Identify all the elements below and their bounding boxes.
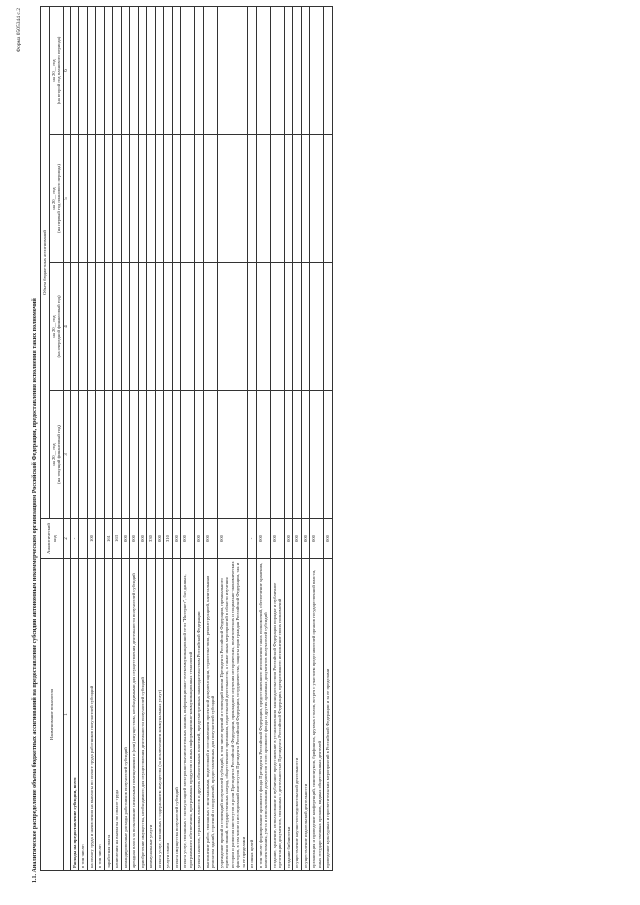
row-value-cell: [217, 6, 248, 134]
row-value-cell: [248, 135, 257, 263]
row-value-cell: [87, 135, 96, 263]
row-value-cell: [310, 263, 324, 391]
row-value-cell: [147, 263, 156, 391]
table-row: [203, 6, 217, 870]
row-value-cell: [113, 6, 122, 134]
row-value-cell: [70, 135, 79, 263]
table-row: [147, 6, 156, 870]
row-value-cell: [181, 391, 195, 519]
row-value-cell: [147, 6, 156, 134]
row-value-cell: [155, 263, 164, 391]
row-code: 000: [130, 519, 139, 559]
row-value-cell: [164, 135, 173, 263]
table-row: [181, 6, 195, 870]
row-value-cell: [217, 263, 248, 391]
row-code: -: [248, 519, 257, 559]
row-code: 000: [172, 519, 181, 559]
row-name: из иных целей: [248, 559, 257, 871]
table-row: [79, 6, 88, 870]
row-value-cell: [181, 135, 195, 263]
row-code: 000: [155, 519, 164, 559]
row-value-cell: [121, 135, 130, 263]
table-row: [164, 6, 173, 870]
row-value-cell: [147, 135, 156, 263]
row-value-cell: [256, 135, 270, 263]
row-code: 161: [104, 519, 113, 559]
row-value-cell: [217, 135, 248, 263]
col-num-5: 5: [63, 135, 70, 263]
table-body: [70, 6, 332, 870]
row-value-cell: [155, 135, 164, 263]
row-value-cell: [284, 263, 293, 391]
row-value-cell: [301, 263, 310, 391]
row-value-cell: [164, 391, 173, 519]
row-value-cell: [104, 263, 113, 391]
row-value-cell: [270, 391, 284, 519]
document-title: 1.1. Аналитическое распределение объема бюджетных ассигнований на предоставление субсидии автономным некоммерческим организациям Российской Федерации, предоставления исполнения таких полномочий: [32, 298, 38, 883]
row-value-cell: [172, 6, 181, 134]
row-name: заработная плата: [104, 559, 113, 871]
row-value-cell: [87, 391, 96, 519]
table-row: [87, 6, 96, 870]
row-value-cell: [138, 6, 147, 134]
row-value-cell: [130, 391, 139, 519]
table-row: [270, 6, 284, 870]
row-value-cell: [181, 263, 195, 391]
row-value-cell: [195, 135, 204, 263]
table-row: [324, 6, 333, 870]
row-value-cell: [203, 263, 217, 391]
row-name: услуги связи: [164, 559, 173, 871]
row-value-cell: [310, 391, 324, 519]
row-code: 310: [164, 519, 173, 559]
row-value-cell: [104, 6, 113, 134]
row-value-cell: [147, 391, 156, 519]
row-value-cell: [203, 391, 217, 519]
row-value-cell: [284, 135, 293, 263]
table-row: [104, 6, 113, 870]
header-row-1: [41, 6, 50, 870]
row-value-cell: [270, 135, 284, 263]
row-value-cell: [164, 6, 173, 134]
row-name: оплата имущества получателей субсидий: [172, 559, 181, 871]
row-value-cell: [181, 6, 195, 134]
row-value-cell: [324, 135, 333, 263]
header-name: Наименование показателя: [41, 559, 64, 871]
row-value-cell: [138, 135, 147, 263]
table-row: [138, 6, 147, 870]
row-name: учреждение премий и стипендий получателей субсидий, в том числе премий и стипендий имени Президента Российской Федерации, премиального присвоения званий, государственных наград, общественного признания, издательской деятельности, а также иных мероприятий в области изучения истории и развития институтов и роли Президента Российской Федерации, прикладного изучения исторических, политических и социально-экономических факторов, в том числе и исследований институтов Президента Российской Федерации, сотрудничества, защиты прав граждан Российской Федерации, так и за ее пределами: [217, 559, 248, 871]
row-value-cell: [324, 6, 333, 134]
header-group: Объем бюджетных ассигнований: [41, 6, 50, 518]
row-code: 000: [324, 519, 333, 559]
row-name: командировочные расходы работников получателей субсидий: [121, 559, 130, 871]
row-name: начисления на выплаты по оплате труда: [113, 559, 122, 871]
row-name: в том числе:: [79, 559, 88, 871]
row-code: 000: [181, 519, 195, 559]
row-name: осуществление издательской деятельности: [301, 559, 310, 871]
row-value-cell: [138, 263, 147, 391]
row-value-cell: [121, 263, 130, 391]
row-value-cell: [70, 391, 79, 519]
row-value-cell: [96, 135, 105, 263]
row-value-cell: [195, 6, 204, 134]
row-value-cell: [138, 391, 147, 519]
row-value-cell: [121, 391, 130, 519]
row-value-cell: [324, 391, 333, 519]
row-code: [96, 519, 105, 559]
row-code: 000: [203, 519, 217, 559]
row-value-cell: [203, 135, 217, 263]
row-value-cell: [155, 6, 164, 134]
row-value-cell: [70, 6, 79, 134]
row-name: в том числе:: [96, 559, 105, 871]
row-value-cell: [293, 263, 302, 391]
col-num-2: 2: [63, 519, 70, 559]
table-row: [293, 6, 302, 870]
row-value-cell: [172, 135, 181, 263]
table-row: [248, 6, 257, 870]
allocation-table: [40, 6, 333, 871]
row-value-cell: [172, 263, 181, 391]
row-name: коммунальные услуги: [147, 559, 156, 871]
header-code: Аналитический код: [41, 519, 64, 559]
row-code: 000: [270, 519, 284, 559]
table-row: [130, 6, 139, 870]
row-code: 000: [284, 519, 293, 559]
row-value-cell: [96, 263, 105, 391]
row-value-cell: [195, 263, 204, 391]
row-value-cell: [256, 6, 270, 134]
col-num-3: 3: [63, 391, 70, 519]
row-value-cell: [310, 6, 324, 134]
table-row: [113, 6, 122, 870]
row-value-cell: [79, 6, 88, 134]
row-value-cell: [248, 6, 257, 134]
row-value-cell: [87, 263, 96, 391]
row-code: 163: [113, 519, 122, 559]
row-value-cell: [155, 391, 164, 519]
row-value-cell: [301, 391, 310, 519]
row-value-cell: [96, 6, 105, 134]
table-row: [217, 6, 248, 870]
table-row: [70, 6, 79, 870]
row-code: -: [70, 519, 79, 559]
row-code: [79, 519, 88, 559]
row-value-cell: [70, 263, 79, 391]
table-row: [301, 6, 310, 870]
table-row: [96, 6, 105, 870]
row-value-cell: [256, 391, 270, 519]
row-value-cell: [284, 391, 293, 519]
table-row: [256, 6, 270, 870]
row-value-cell: [270, 6, 284, 134]
form-number: Форма 0505344 с.2: [16, 8, 22, 53]
header-year-3: на 20__ год (на второй год планового периода): [49, 6, 63, 134]
row-code: 000: [301, 519, 310, 559]
row-value-cell: [96, 391, 105, 519]
row-name: оплата услуг, связанных с эксплуатацией электронно-вычислительных машин, информационно-телекоммуникационной сети "Интернет", баз данных, программного обеспечения, программных продуктов и иных информационно-коммуникационных технологий: [181, 559, 195, 871]
row-value-cell: [113, 263, 122, 391]
row-name: создание, хранение, использование и публичное представление в установленном законодательством Российской Федерации порядке и публичное презентации документов, связанных с деятельностью Президента Российской Федерации, прекратившего исполнение своих полномочий: [270, 559, 284, 871]
row-code: 330: [147, 519, 156, 559]
row-code: 000: [121, 519, 130, 559]
row-value-cell: [79, 391, 88, 519]
row-value-cell: [113, 135, 122, 263]
header-year-2: на 20__ год (на первый год планового периода): [49, 135, 63, 263]
row-value-cell: [104, 135, 113, 263]
row-name: создание библиотеки: [284, 559, 293, 871]
row-code: 000: [310, 519, 324, 559]
row-value-cell: [293, 391, 302, 519]
header-year-1: на 20__ год (на очередной финансовый год): [49, 263, 63, 391]
col-num-4: 4: [63, 263, 70, 391]
row-value-cell: [130, 263, 139, 391]
row-value-cell: [195, 391, 204, 519]
row-value-cell: [301, 135, 310, 263]
row-value-cell: [284, 6, 293, 134]
row-value-cell: [217, 391, 248, 519]
row-code: 000: [195, 519, 204, 559]
row-value-cell: [113, 391, 122, 519]
row-name: организация и проведение конференций, симпозиумов, брифингов, круглых столов, встреч с участием представителей органов государственной власти, иных государственных органов, видных общественных деятелей: [310, 559, 324, 871]
row-value-cell: [256, 263, 270, 391]
row-value-cell: [79, 135, 88, 263]
row-name: на оплату труда и начисления на выплаты по оплате труда работников получателей субсидий: [87, 559, 96, 871]
row-name: проведение культурных и просветительских мероприятий в Российской Федерации и за ее пределами: [324, 559, 333, 871]
row-name: выполнение работ, связанных с монтажными, подготовкой и составлением проектной документации, строительством, реконструкцией, капитальным ремонтом зданий, строений и сооружений, предоставленных для получателей субсидий: [203, 559, 217, 871]
row-value-cell: [203, 6, 217, 134]
row-value-cell: [248, 263, 257, 391]
row-value-cell: [87, 6, 96, 134]
row-name: уплата налогов, страховых взносов и других обязательных платежей, предусмотренных законодательством Российской Федерации: [195, 559, 204, 871]
row-value-cell: [310, 135, 324, 263]
row-code: 000: [293, 519, 302, 559]
col-num-6: 6: [63, 6, 70, 134]
row-value-cell: [301, 6, 310, 134]
row-name: Расходы на предоставление субсидии, всего: [70, 559, 79, 871]
row-value-cell: [293, 6, 302, 134]
header-year-0: на 20__ год (на текущий финансовый год): [49, 391, 63, 519]
row-code: 000: [138, 519, 147, 559]
row-value-cell: [270, 263, 284, 391]
row-name: приобретение имущества, необходимого для осуществления деятельности получателей субсидий: [138, 559, 147, 871]
row-value-cell: [164, 263, 173, 391]
table-row: [155, 6, 164, 870]
row-value-cell: [79, 263, 88, 391]
table-row: [121, 6, 130, 870]
row-name: арендная плата за пользование нежилыми помещениями и (или) имуществом, необходимыми для осуществления деятельности получателей субсидий: [130, 559, 139, 871]
table-row: [195, 6, 204, 870]
row-code: 100: [87, 519, 96, 559]
column-number-row: [63, 6, 70, 870]
row-name: в том числе: формирование архивного фонда Президента Российской Федерации, предоставленного исполнения таких полномочий, обеспечение хранения, комплектования, учета и использования документов этого архивного фонда и других архивных документов получателей субсидий: [256, 559, 270, 871]
row-value-cell: [324, 263, 333, 391]
row-value-cell: [293, 135, 302, 263]
col-num-1: 1: [63, 559, 70, 871]
row-name: оплата услуг, связанных с содержанием имущества (за исключением коммунальных услуг): [155, 559, 164, 871]
row-code: 000: [217, 519, 248, 559]
row-value-cell: [104, 391, 113, 519]
row-value-cell: [248, 391, 257, 519]
row-value-cell: [130, 135, 139, 263]
row-value-cell: [172, 391, 181, 519]
table-row: [284, 6, 293, 870]
row-code: 000: [256, 519, 270, 559]
row-value-cell: [121, 6, 130, 134]
row-value-cell: [130, 6, 139, 134]
table-row: [172, 6, 181, 870]
table-row: [310, 6, 324, 870]
row-name: осуществление научно-исследовательской деятельности: [293, 559, 302, 871]
